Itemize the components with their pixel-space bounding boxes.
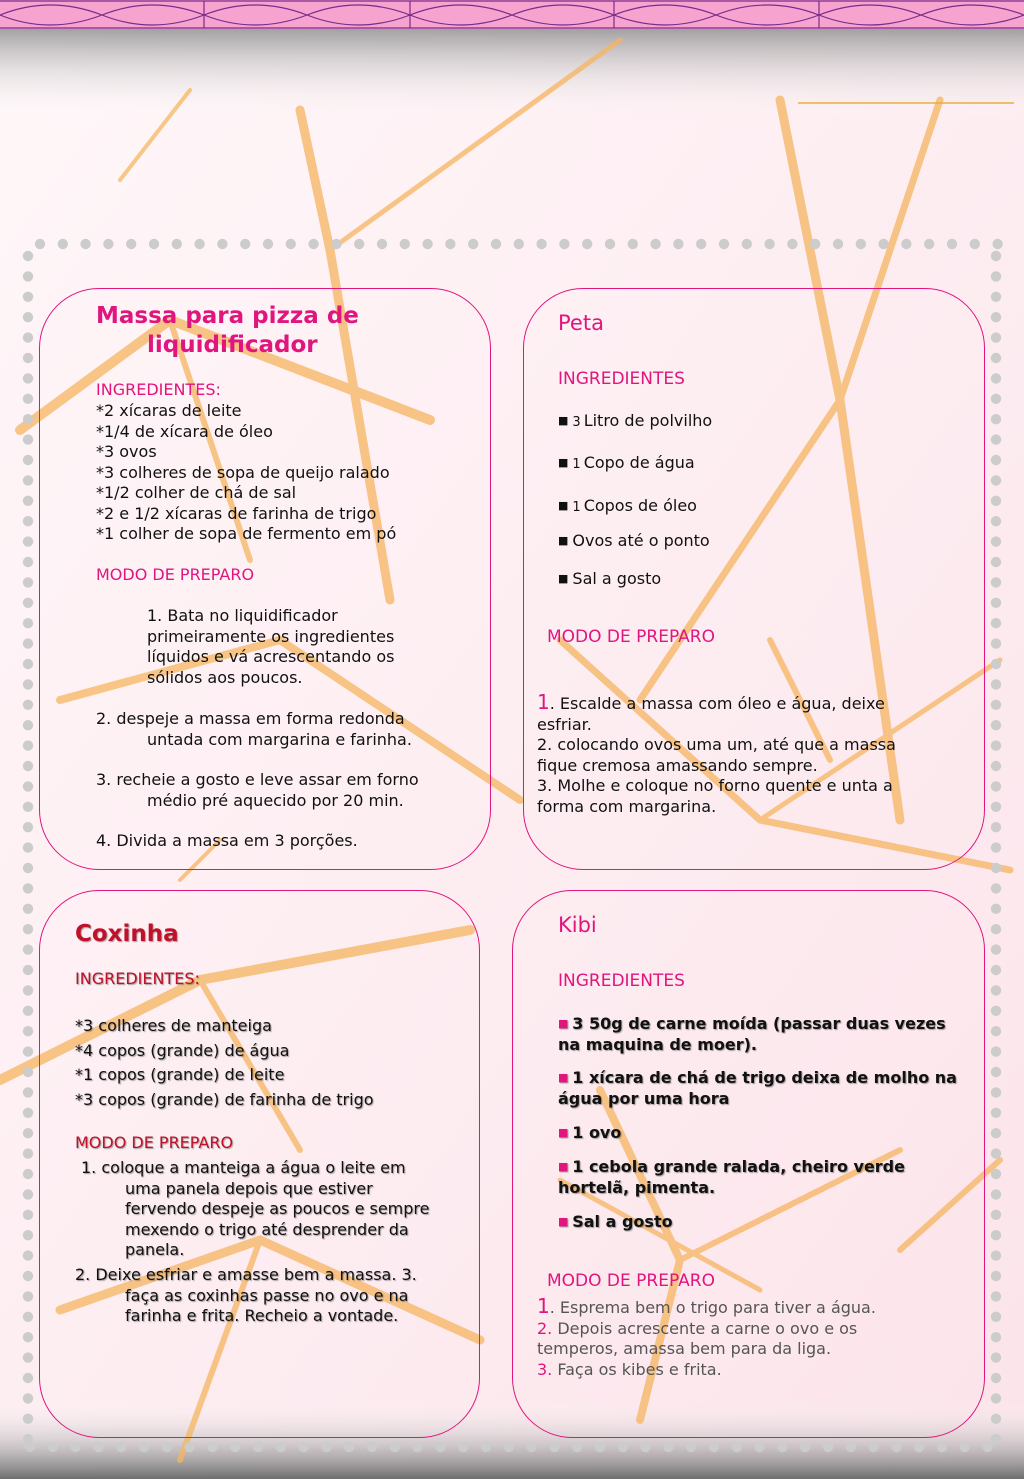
list-item: *2 xícaras de leite bbox=[96, 401, 242, 420]
step-line: uma panela depois que estiver bbox=[125, 1178, 373, 1198]
item-line: na maquina de moer). bbox=[558, 1034, 757, 1054]
step-number: 2. bbox=[537, 1318, 553, 1338]
peta-ingredients-label: INGREDIENTES bbox=[558, 369, 685, 389]
list-item: *3 colheres de sopa de queijo ralado bbox=[96, 462, 390, 482]
bullet-icon: ■ bbox=[558, 1160, 573, 1173]
peta-steps bbox=[537, 692, 896, 817]
item-text: Copos de óleo bbox=[583, 496, 697, 515]
item-text: 1 ovo bbox=[572, 1123, 622, 1142]
list-item: *1 copos (grande) de leite bbox=[75, 1065, 285, 1085]
list-item: *1/4 de xícara de óleo bbox=[96, 421, 273, 441]
pizza-ingredients-label: INGREDIENTES: bbox=[96, 380, 221, 399]
item-line bbox=[558, 1123, 621, 1144]
item-line: hortelã, pimenta. bbox=[558, 1177, 716, 1197]
step-number: 1 bbox=[537, 1294, 550, 1318]
step-line: líquidos e vá acrescentando os bbox=[147, 647, 395, 666]
kibi-title: Kibi bbox=[558, 913, 597, 937]
list-item: *3 copos (grande) de farinha de trigo bbox=[75, 1089, 374, 1109]
step-line: 2. colocando ovos uma um, até que a massa bbox=[537, 735, 896, 754]
item-text: Ovos até o ponto bbox=[572, 531, 710, 550]
step-line: forma com margarina. bbox=[537, 796, 717, 816]
step-line: panela. bbox=[125, 1240, 185, 1259]
bullet-icon: ■ bbox=[558, 1071, 573, 1084]
peta-title: Peta bbox=[558, 311, 604, 335]
coxinha-method-label: MODO DE PREPARO bbox=[75, 1133, 234, 1152]
step-text: Depois acrescente a carne o ovo e os bbox=[552, 1318, 858, 1338]
step-line bbox=[537, 692, 896, 715]
step-line: primeiramente os ingredientes bbox=[147, 626, 395, 646]
step-line: esfriar. bbox=[537, 714, 592, 734]
quantity: 1 bbox=[572, 457, 581, 472]
item-text: Sal a gosto bbox=[572, 569, 662, 588]
step-line bbox=[537, 1360, 876, 1381]
list-item: *2 e 1/2 xícaras de farinha de trigo bbox=[96, 503, 377, 523]
bullet-icon: ■ bbox=[558, 414, 569, 427]
list-item bbox=[558, 1212, 673, 1233]
list-item bbox=[558, 1068, 957, 1109]
item-text: 1 cebola grande ralada, cheiro verde bbox=[572, 1157, 905, 1176]
pizza-step-3 bbox=[96, 770, 419, 811]
pizza-title-line-1: Massa para pizza de bbox=[96, 303, 359, 329]
step-line: mexendo o trigo até desprender da bbox=[125, 1219, 409, 1239]
bullet-icon: ■ bbox=[558, 1215, 573, 1228]
bullet-icon: ■ bbox=[558, 572, 569, 585]
step-line: 1. coloque a manteiga a água o leite em bbox=[81, 1158, 406, 1177]
step-line bbox=[537, 1296, 876, 1319]
step-line: untada com margarina e farinha. bbox=[147, 729, 412, 749]
coxinha-title: Coxinha bbox=[75, 921, 179, 947]
step-line: farinha e frita. Recheio a vontade. bbox=[125, 1306, 399, 1325]
bullet-icon: ■ bbox=[558, 1126, 573, 1139]
pizza-step-1 bbox=[147, 606, 394, 688]
list-item: *1 colher de sopa de fermento em pó bbox=[96, 524, 397, 543]
list-item bbox=[558, 1123, 621, 1144]
pizza-title-line-2: liquidificador bbox=[147, 332, 318, 358]
quantity: 3 bbox=[572, 415, 581, 430]
bullet-icon: ■ bbox=[558, 456, 569, 469]
bullet-icon: ■ bbox=[558, 534, 569, 547]
step-text: . Esprema bem o trigo para tiver a água. bbox=[549, 1298, 876, 1317]
item-line bbox=[558, 1014, 946, 1035]
coxinha-ingredients-label: INGREDIENTES: bbox=[75, 969, 200, 988]
peta-method-label: MODO DE PREPARO bbox=[547, 627, 715, 647]
step-line: temperos, amassa bem para da liga. bbox=[537, 1339, 832, 1358]
step-line: 3. Molhe e coloque no forno quente e unta a bbox=[537, 776, 893, 795]
step-line: sólidos aos poucos. bbox=[147, 667, 303, 687]
bullet-icon: ■ bbox=[558, 1017, 573, 1030]
list-item: *1/2 colher de chá de sal bbox=[96, 483, 297, 502]
list-item: *4 copos (grande) de água bbox=[75, 1040, 290, 1060]
pizza-ingredients-list bbox=[96, 401, 396, 545]
pizza-method-label: MODO DE PREPARO bbox=[96, 565, 255, 584]
pizza-title bbox=[96, 302, 396, 360]
kibi-ingredients-label: INGREDIENTES bbox=[558, 971, 685, 991]
item-text: Sal a gosto bbox=[572, 1212, 673, 1231]
list-item bbox=[558, 569, 661, 589]
step-line: 2. Deixe esfriar e amasse bem a massa. 3. bbox=[75, 1265, 417, 1284]
step-line: faça as coxinhas passe no ovo e na bbox=[125, 1285, 409, 1305]
item-text: 3 50g de carne moída (passar duas vezes bbox=[572, 1014, 946, 1033]
item-line bbox=[558, 1212, 673, 1233]
list-item bbox=[558, 1014, 946, 1055]
list-item: *3 colheres de manteiga bbox=[75, 1016, 272, 1035]
item-text: Litro de polvilho bbox=[583, 411, 713, 430]
quantity: 1 bbox=[572, 500, 581, 515]
coxinha-ingredients-list bbox=[75, 1014, 374, 1112]
step-line: fique cremosa amassando sempre. bbox=[537, 755, 818, 775]
coxinha-step-2 bbox=[75, 1265, 417, 1327]
kibi-method-label: MODO DE PREPARO bbox=[547, 1271, 715, 1291]
list-item: *3 ovos bbox=[96, 442, 157, 461]
item-line bbox=[558, 1157, 905, 1178]
step-line: médio pré aquecido por 20 min. bbox=[147, 790, 404, 810]
list-item bbox=[558, 1157, 905, 1198]
bullet-icon: ■ bbox=[558, 499, 569, 512]
item-line bbox=[558, 1068, 957, 1089]
item-line: água por uma hora bbox=[558, 1088, 730, 1108]
step-line bbox=[537, 1319, 876, 1340]
pizza-step-2 bbox=[96, 709, 412, 750]
step-text: . Escalde a massa com óleo e água, deixe bbox=[549, 694, 885, 713]
step-number: 3. bbox=[537, 1359, 553, 1379]
list-item bbox=[558, 496, 697, 518]
step-line: fervendo despeje as poucos e sempre bbox=[125, 1199, 430, 1218]
pizza-step-4: 4. Divida a massa em 3 porções. bbox=[96, 831, 358, 850]
step-text: Faça os kibes e frita. bbox=[552, 1359, 722, 1379]
list-item bbox=[558, 531, 710, 551]
list-item bbox=[558, 453, 695, 475]
step-line: 2. despeje a massa em forma redonda bbox=[96, 709, 405, 728]
step-line: 1. Bata no liquidificador bbox=[147, 606, 338, 625]
step-number: 1 bbox=[537, 690, 550, 714]
step-line: 3. recheie a gosto e leve assar em forno bbox=[96, 770, 419, 789]
item-text: 1 xícara de chá de trigo deixa de molho na bbox=[572, 1068, 957, 1087]
list-item bbox=[558, 411, 712, 433]
kibi-steps bbox=[537, 1296, 876, 1380]
item-text: Copo de água bbox=[583, 453, 695, 472]
coxinha-step-1 bbox=[81, 1158, 430, 1261]
